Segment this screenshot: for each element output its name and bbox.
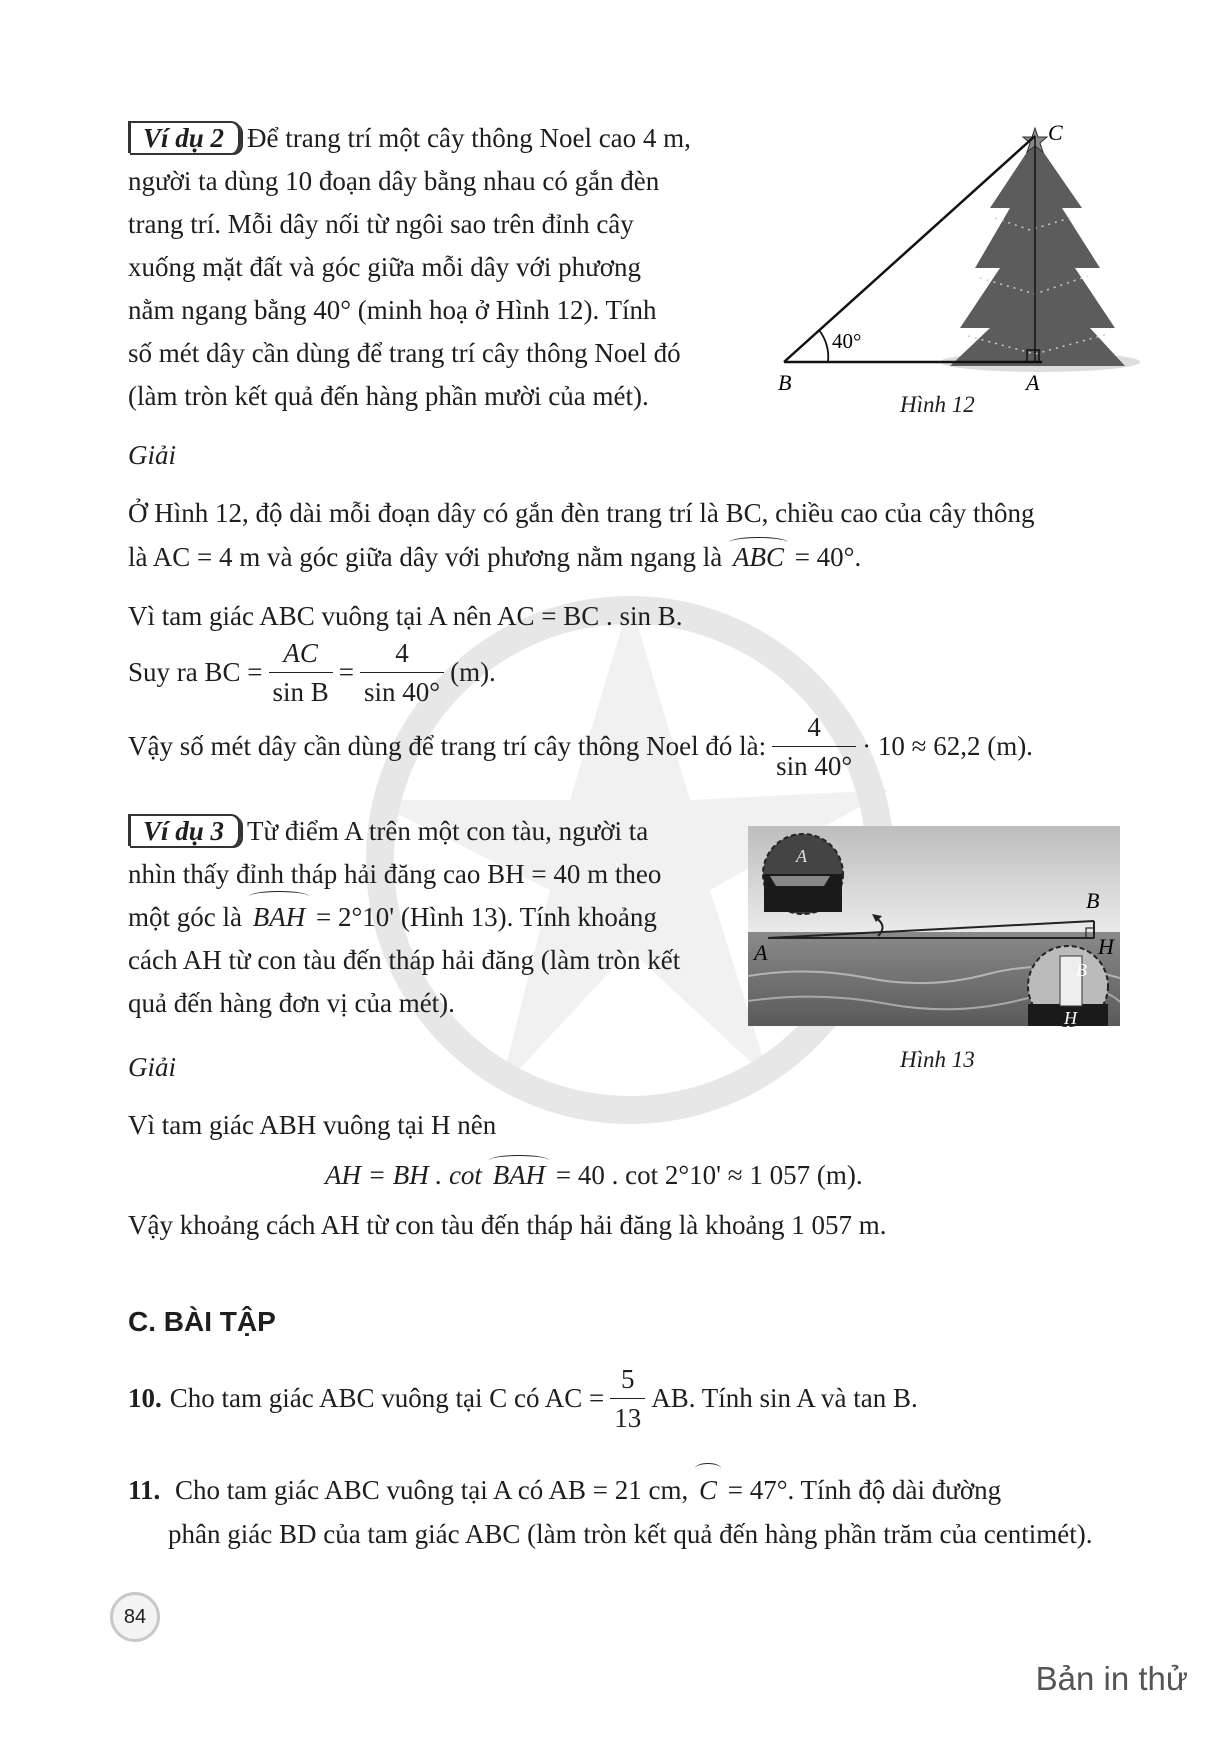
ex2-sol5-post: · 10 ≈ 62,2 (m). — [862, 731, 1033, 761]
fig13-label-h: H — [1098, 934, 1114, 959]
frac-den: sin B — [269, 672, 333, 711]
exercise-11-pre: Cho tam giác ABC vuông tại A có AB = 21 cm, — [175, 1475, 689, 1505]
fig13-label-b: B — [1086, 888, 1100, 913]
frac-num: 4 — [807, 712, 821, 742]
ex2-line-7: (làm tròn kết quả đến hàng phần mười của mét). — [128, 381, 649, 411]
exercise-11-number: 11. — [128, 1475, 161, 1505]
ex3-solution-heading: Giải — [128, 1052, 177, 1082]
ex3-line-5: quả đến hàng đơn vị của mét). — [128, 988, 455, 1018]
ex2-solution-heading: Giải — [128, 440, 177, 470]
ex2-solution-line-3: Vì tam giác ABC vuông tại A nên AC = BC . sin B. — [128, 601, 683, 631]
example-3-label: Ví dụ 3 — [128, 814, 241, 846]
ex3-solution-line-2 — [325, 1160, 863, 1191]
figure-12 — [770, 118, 1140, 428]
ex3-line-1: Từ điểm A trên một con tàu, người ta — [247, 816, 649, 846]
frac-den: sin 40° — [360, 672, 444, 711]
ex2-line-2: người ta dùng 10 đoạn dây bằng nhau có gắn đèn — [128, 166, 660, 196]
fraction-ac-over-sinb — [269, 634, 333, 711]
exercise-10 — [128, 1360, 918, 1437]
ex2-line-6: số mét dây cần dùng để trang trí cây thông Noel đó — [128, 338, 681, 368]
fig12-label-a: A — [1026, 370, 1040, 395]
ex3-l3-post: = 2°10' (Hình 13). Tính khoảng — [315, 902, 657, 932]
angle-abc: ABC — [729, 542, 788, 573]
ex3-line-3 — [128, 896, 714, 939]
exercise-10-post: AB. Tính sin A và tan B. — [651, 1383, 918, 1413]
ex2-line-3: trang trí. Mỗi dây nối từ ngôi sao trên đỉnh cây — [128, 209, 634, 239]
svg-text:A: A — [796, 846, 807, 866]
ex3-sol2-post: = 40 . cot 2°10' ≈ 1 057 (m). — [555, 1160, 863, 1190]
equals-sign: = — [338, 657, 355, 687]
svg-text:H: H — [1064, 1008, 1077, 1028]
fig12-label-c: C — [1048, 120, 1063, 145]
ex2-solution-line-5 — [128, 708, 1033, 785]
frac-den: 13 — [610, 1398, 645, 1437]
ex2-sol4-post: (m). — [450, 657, 496, 687]
frac-num: 4 — [395, 638, 409, 668]
exercise-11-line-2: phân giác BD của tam giác ABC (làm tròn kết quả đến hàng phần trăm của centimét). — [168, 1519, 1093, 1549]
ex2-sol4-pre: Suy ra BC = — [128, 657, 263, 687]
ex2-sol5-pre: Vậy số mét dây cần dùng để trang trí cây thông Noel đó là: — [128, 731, 767, 761]
ex2-solution-line-4 — [128, 634, 496, 711]
ex3-sol2-pre: AH = BH . cot — [325, 1160, 482, 1190]
frac-num: 5 — [620, 1364, 635, 1394]
ex2-line-4: xuống mặt đất và góc giữa mỗi dây với phương — [128, 252, 641, 282]
ex3-line-4: cách AH từ con tàu đến tháp hải đăng (làm tròn kết — [128, 945, 681, 975]
ex2-solution-line-1: Ở Hình 12, độ dài mỗi đoạn dây có gắn đèn trang trí là BC, chiều cao của cây thông — [128, 498, 1035, 528]
ex3-solution-line-3: Vậy khoảng cách AH từ con tàu đến tháp hải đăng là khoảng 1 057 m. — [128, 1210, 887, 1240]
example-2-text — [128, 117, 714, 418]
ex3-l3-pre: một góc là — [128, 902, 242, 932]
ex2-line-5: nằm ngang bằng 40° (minh hoạ ở Hình 12). Tính — [128, 295, 657, 325]
frac-num: AC — [283, 638, 318, 668]
exercise-11 — [128, 1468, 1118, 1556]
fraction-5-over-13 — [610, 1360, 645, 1437]
fig12-angle: 40° — [832, 329, 862, 353]
fig13-label-a: A — [754, 940, 768, 965]
fraction-4-over-sin40 — [360, 634, 444, 711]
figure-13 — [748, 826, 1120, 1036]
fraction-4-over-sin40-b — [772, 708, 856, 785]
ex3-line-2: nhìn thấy đỉnh tháp hải đăng cao BH = 40 m theo — [128, 859, 662, 889]
footer-draft-label: Bản in thử — [1035, 1660, 1188, 1697]
ex2-sol2-pre: là AC = 4 m và góc giữa dây với phương nằm ngang là — [128, 542, 723, 572]
ex3-solution-line-1: Vì tam giác ABH vuông tại H nên — [128, 1110, 497, 1140]
svg-text:B: B — [1076, 960, 1087, 980]
fig12-caption: Hình 12 — [900, 392, 975, 417]
ex2-solution-line-2 — [128, 542, 861, 573]
page-number: 84 — [110, 1592, 160, 1642]
exercise-10-pre: Cho tam giác ABC vuông tại C có AC = — [169, 1383, 605, 1413]
example-2-label: Ví dụ 2 — [128, 121, 241, 153]
angle-bah: BAH — [249, 896, 309, 939]
ex2-line-1: Để trang trí một cây thông Noel cao 4 m, — [247, 123, 691, 153]
angle-bah-2: BAH — [489, 1160, 549, 1191]
example-3-text — [128, 810, 714, 1025]
ex2-sol2-post: = 40°. — [794, 542, 862, 572]
exercise-10-number: 10. — [128, 1383, 162, 1413]
fig13-caption: Hình 13 — [900, 1047, 975, 1072]
frac-den: sin 40° — [772, 746, 856, 785]
fig12-label-b: B — [778, 370, 792, 395]
exercises-heading: C. BÀI TẬP — [128, 1306, 276, 1337]
exercise-11-post: = 47°. Tính độ dài đường — [727, 1475, 1002, 1505]
angle-c: C — [695, 1468, 721, 1512]
